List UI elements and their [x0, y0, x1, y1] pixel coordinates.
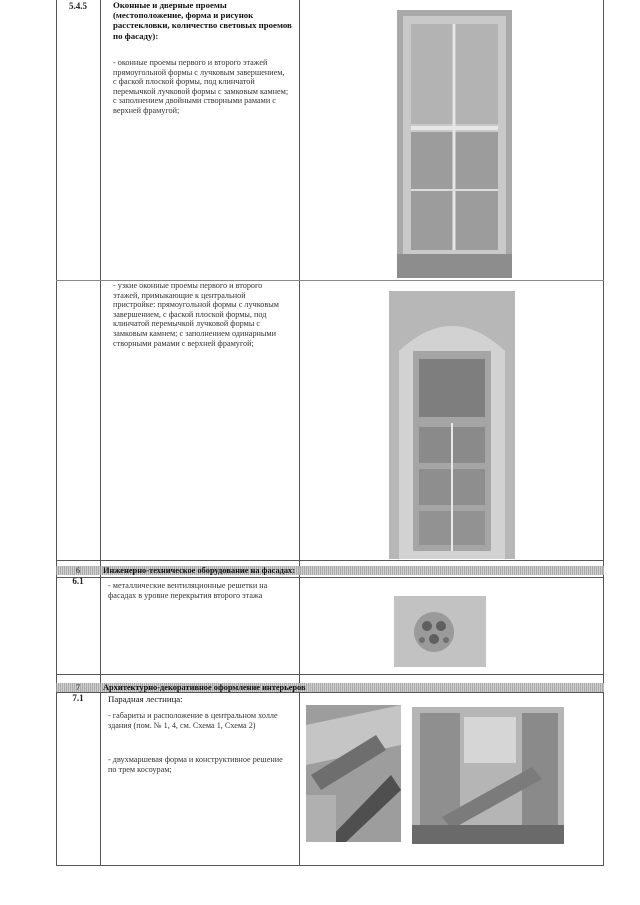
row-divider	[56, 560, 604, 561]
row-heading: Парадная лестница:	[108, 694, 183, 704]
heritage-table	[56, 0, 604, 866]
row-number: 5.4.5	[69, 1, 87, 11]
section-title: Инженерно-техническое оборудование на фасадах:	[103, 566, 296, 575]
col-divider-2	[299, 0, 300, 866]
row-text: - габариты и расположение в центральном холле здания (пом. № 1, 4, см. Схема 1, Схема 2)	[108, 711, 278, 730]
photo-staircase-right	[412, 707, 564, 844]
table-border-left	[56, 0, 57, 866]
row-text: - металлические вентиляционные решетки на фасадах в уровне перекрытия второго этажа	[108, 581, 268, 600]
section-number: 6	[76, 566, 80, 575]
row-text: - узкие оконные проемы первого и второго этажей, примыкающие к центральной пристройке: прямоугольной формы с лучковым завершением, с фаской плоской формы, под клинчатой перемычкой лучковой формы с замковым камнем; с заполнением одинарными створными рамами с верхней фрамугой;	[113, 281, 279, 348]
col-divider-1	[100, 0, 101, 866]
row-number: 7.1	[72, 693, 84, 703]
photo-ventilation-grille	[394, 596, 486, 667]
table-border-bottom	[56, 865, 604, 866]
photo-window-narrow	[389, 291, 515, 559]
row-number: 6.1	[72, 576, 84, 586]
photo-staircase-left	[306, 705, 401, 842]
row-heading: Оконные и дверные проемы (местоположение, форма и рисунок расстекловки, количество световых проемов по фасаду):	[113, 0, 292, 41]
row-text: - двухмаршевая форма и конструктивное решение по трем косоурам;	[108, 755, 283, 774]
row-divider	[56, 674, 604, 675]
table-border-right	[603, 0, 604, 866]
row-divider	[56, 692, 604, 693]
photo-window-double-sash	[397, 10, 512, 278]
row-divider	[56, 577, 604, 578]
row-text: - оконные проемы первого и второго этажей прямоугольной формы с лучковым завершением, с фаской плоской формы, под клинчатой перемычкой лучковой формы с замковым камнем; с заполнением двойными створными рамами с верхней фрамугой;	[113, 58, 289, 115]
section-title: Архитектурно-декоративное оформление интерьеров	[103, 683, 306, 692]
section-number: 7	[76, 683, 80, 692]
